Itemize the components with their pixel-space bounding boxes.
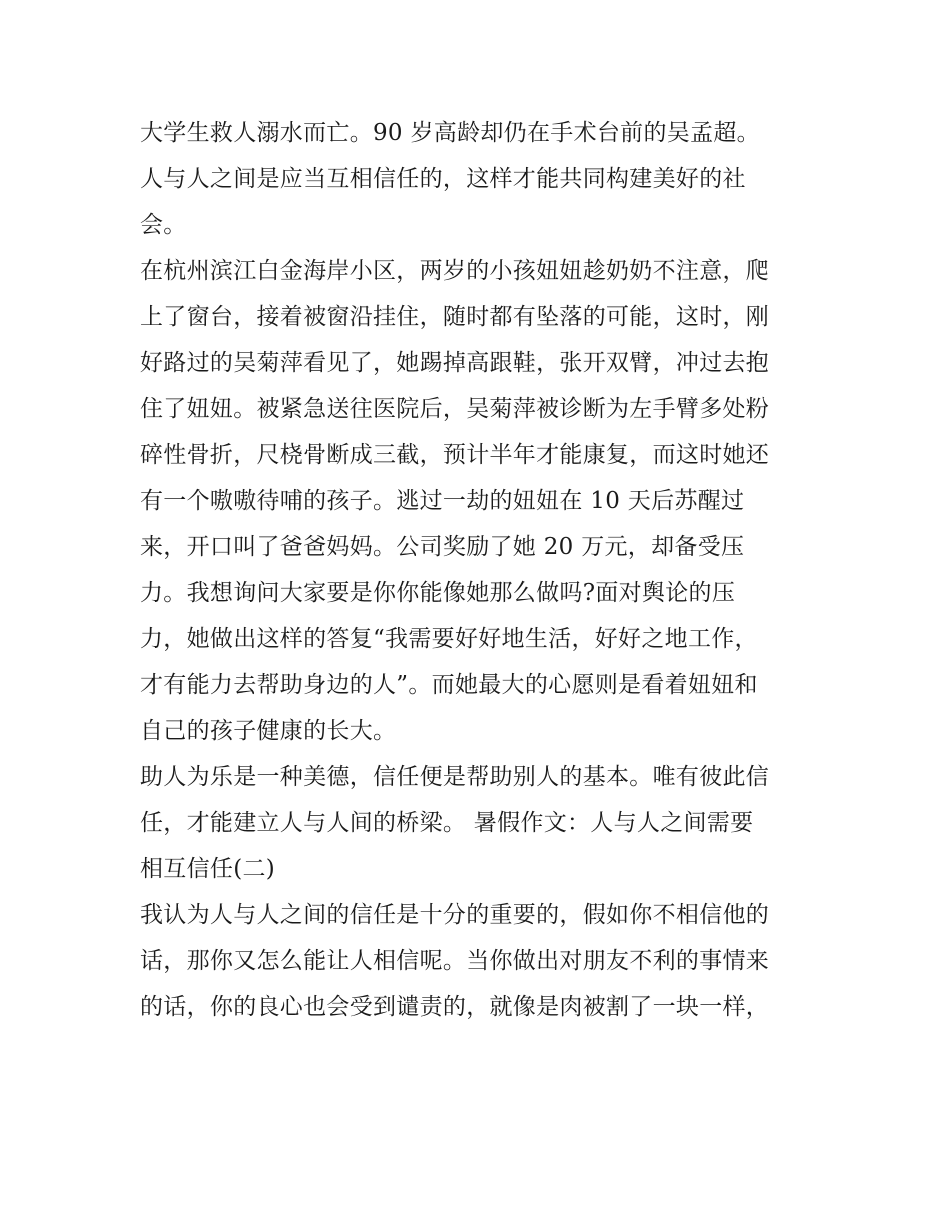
- text-line: 有一个嗷嗷待哺的孩子。逃过一劫的妞妞在 10 天后苏醒过: [140, 488, 745, 514]
- document-body: [140, 110, 820, 1030]
- text-line: 来，开口叫了爸爸妈妈。公司奖励了她 20 万元，却备受压: [140, 534, 745, 560]
- text-line: 相互信任(二): [140, 856, 276, 882]
- text-line: 会。: [140, 212, 187, 238]
- text-line: 在杭州滨江白金海岸小区，两岁的小孩妞妞趁奶奶不注意，爬: [140, 258, 770, 284]
- text-line: 任，才能建立人与人间的桥梁。 暑假作文：人与人之间需要: [140, 810, 754, 836]
- text-line: 碎性骨折，尺桡骨断成三截，预计半年才能康复，而这时她还: [140, 442, 770, 468]
- text-line: 大学生救人溺水而亡。90 岁高龄却仍在手术台前的吴孟超。: [140, 120, 760, 146]
- text-line: 力。我想询问大家要是你你能像她那么做吗?面对舆论的压: [140, 580, 736, 606]
- text-line: 力，她做出这样的答复“我需要好好地生活，好好之地工作，: [140, 626, 758, 652]
- text-line: 住了妞妞。被紧急送往医院后，吴菊萍被诊断为左手臂多处粉: [140, 396, 770, 422]
- text-line: 的话，你的良心也会受到谴责的，就像是肉被割了一块一样，: [140, 994, 770, 1020]
- text-line: 好路过的吴菊萍看见了，她踢掉高跟鞋，张开双臂，冲过去抱: [140, 350, 770, 376]
- text-line: 人与人之间是应当互相信任的，这样才能共同构建美好的社: [140, 166, 746, 192]
- text-line: 助人为乐是一种美德，信任便是帮助别人的基本。唯有彼此信: [140, 764, 770, 790]
- text-line: 才有能力去帮助身边的人”。而她最大的心愿则是看着妞妞和: [140, 672, 758, 698]
- text-line: 上了窗台，接着被窗沿挂住，随时都有坠落的可能，这时，刚: [140, 304, 770, 330]
- text-line: 话，那你又怎么能让人相信呢。当你做出对朋友不利的事情来: [140, 948, 770, 974]
- text-line: 我认为人与人之间的信任是十分的重要的，假如你不相信他的: [140, 902, 770, 928]
- text-line: 自己的孩子健康的长大。: [140, 718, 397, 744]
